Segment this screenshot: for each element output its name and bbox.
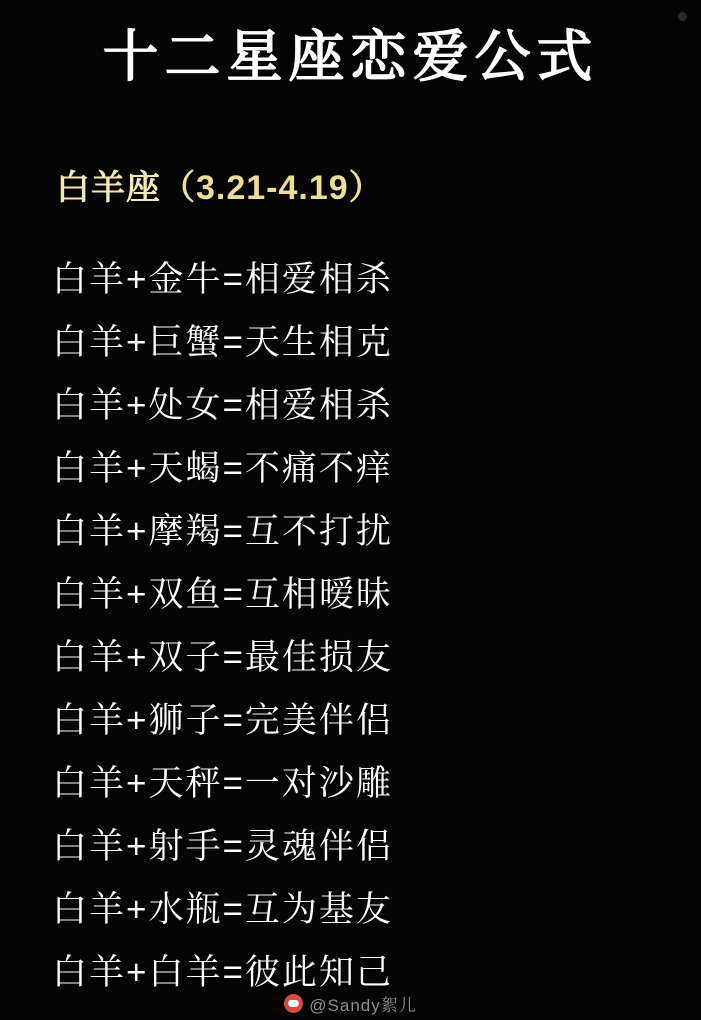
list-item: 白羊+射手=灵魂伴侣: [52, 827, 393, 866]
page-title: 十二星座恋爱公式: [102, 25, 599, 88]
list-item: 白羊+天秤=一对沙雕: [52, 764, 393, 803]
subtitle-date-range: （3.21-4.19）: [161, 169, 384, 207]
list-item: 白羊+金牛=相爱相杀: [52, 260, 393, 299]
list-item: 白羊+水瓶=互为基友: [52, 890, 393, 929]
list-item: 白羊+摩羯=互不打扰: [52, 512, 393, 551]
list-item: 白羊+双子=最佳损友: [52, 638, 393, 677]
formula-list: [0, 248, 701, 1004]
list-item: 白羊+白羊=彼此知己: [52, 953, 393, 992]
list-item: 白羊+巨蟹=天生相克: [52, 323, 393, 362]
subtitle-sign: 白羊座: [56, 169, 161, 207]
list-item: 白羊+狮子=完美伴侣: [52, 701, 393, 740]
section-subtitle: [56, 160, 384, 209]
list-item: 白羊+天蝎=不痛不痒: [52, 449, 393, 488]
watermark-text: @Sandy絮儿: [309, 996, 417, 1015]
list-item: 白羊+处女=相爱相杀: [52, 386, 393, 425]
corner-dot: [678, 12, 687, 21]
list-item: 白羊+双鱼=互相暧昧: [52, 575, 393, 614]
watermark: [0, 991, 701, 1016]
weibo-icon: [284, 994, 303, 1013]
